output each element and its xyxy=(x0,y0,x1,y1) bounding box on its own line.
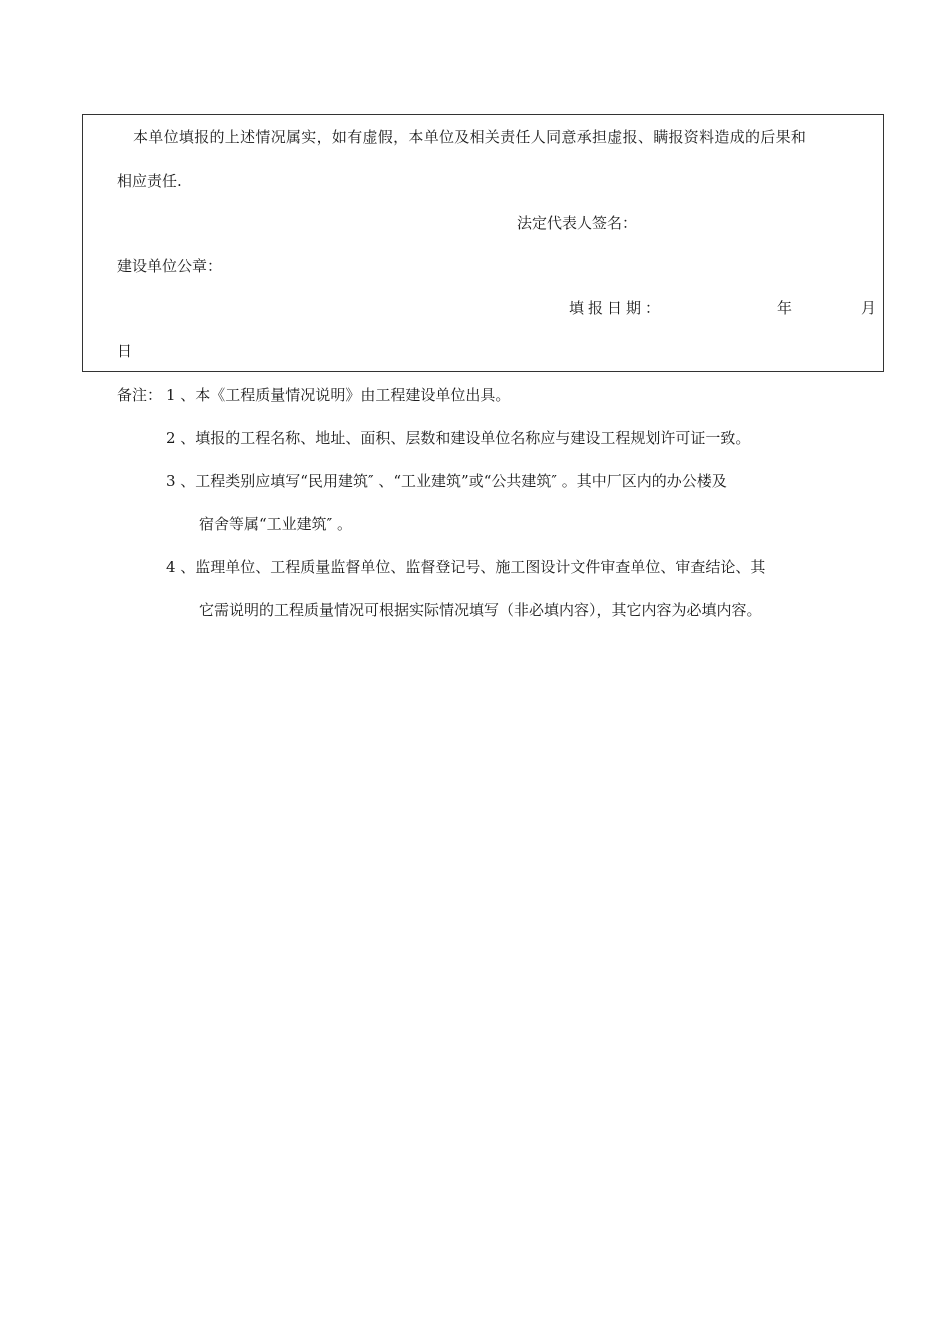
notes-prefix: 备注： xyxy=(117,386,163,404)
note-item-4-continuation: 它需说明的工程质量情况可根据实际情况填写（非必填内容），其它内容为必填内容。 xyxy=(199,601,762,619)
note-item-3: 3 、工程类别应填写“民用建筑″ 、“工业建筑”或“公共建筑″ 。其中厂区内的办公楼及 xyxy=(166,472,727,490)
month-label: 月 xyxy=(861,299,877,317)
fill-date-label: 填报日期： xyxy=(569,299,665,317)
day-label: 日 xyxy=(117,342,133,360)
declaration-text-line-2: 相应责任. xyxy=(117,172,182,190)
legal-representative-signature-label: 法定代表人签名： xyxy=(517,214,638,232)
note-item-3-continuation: 宿舍等属“工业建筑″ 。 xyxy=(199,515,353,533)
construction-unit-seal-label: 建设单位公章： xyxy=(117,257,223,275)
note-item-2: 2 、填报的工程名称、地址、面积、层数和建设单位名称应与建设工程规划许可证一致。 xyxy=(166,429,751,447)
declaration-box xyxy=(82,114,884,372)
declaration-text-line-1: 本单位填报的上述情况属实，如有虚假，本单位及相关责任人同意承担虚报、瞒报资料造成的后果和 xyxy=(133,128,807,146)
note-item-4: 4 、监理单位、工程质量监督单位、监督登记号、施工图设计文件审查单位、审查结论、其 xyxy=(166,558,766,576)
note-item-1: 1 、本《工程质量情况说明》由工程建设单位出具。 xyxy=(166,386,511,404)
year-label: 年 xyxy=(777,299,793,317)
